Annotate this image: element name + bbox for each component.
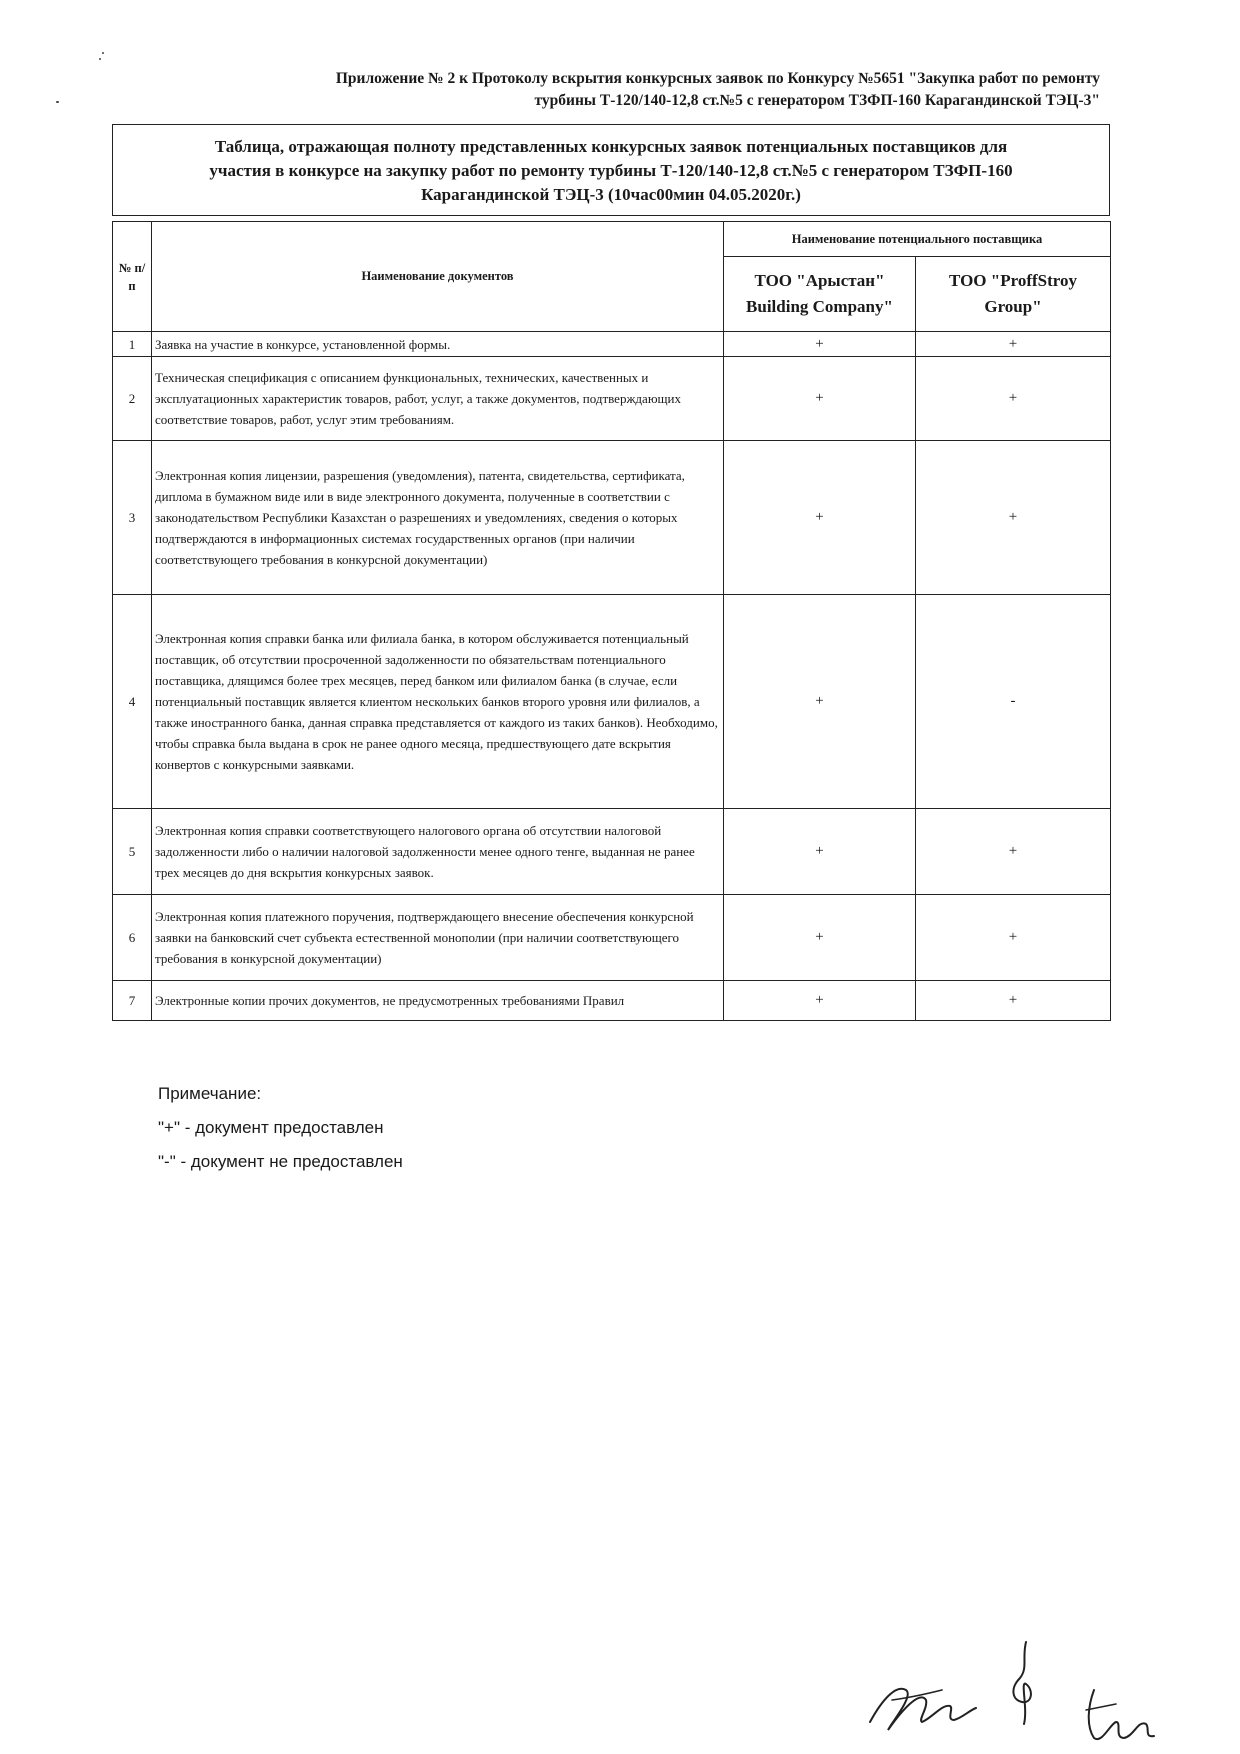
row-num: 2 bbox=[113, 357, 152, 441]
table-row bbox=[113, 357, 1111, 441]
row-doc: Электронная копия платежного поручения, подтверждающего внесение обеспечения конкурсной заявки на банковский счет субъекта естественной монополии (при наличии соответствующего требования в конкурсной документации) bbox=[152, 895, 724, 981]
row-doc: Электронная копия лицензии, разрешения (уведомления), патента, свидетельства, сертификата, диплома в бумажном виде или в виде электронного документа, полученные в соответствии с законодательством Республики Казахстан о разрешениях и уведомлениях, сведения о которых подтверждаются в информационных системах государственных органов (при наличии соответствующего требования в конкурсной документации) bbox=[152, 441, 724, 595]
appendix-header bbox=[170, 68, 1100, 112]
appendix-header-line1: Приложение № 2 к Протоколу вскрытия конкурсных заявок по Конкурсу №5651 "Закупка работ по ремонту bbox=[335, 70, 1100, 87]
table-row bbox=[113, 441, 1111, 595]
row-mark-supplier1: + bbox=[724, 595, 916, 809]
notes-plus: "+" - документ предоставлен bbox=[158, 1118, 384, 1137]
row-num: 6 bbox=[113, 895, 152, 981]
table-row bbox=[113, 809, 1111, 895]
table-row bbox=[113, 332, 1111, 357]
row-doc: Электронная копия справки соответствующего налогового органа об отсутствии налоговой задолженности либо о наличии налоговой задолженности менее одного тенге, выданная не ранее трех месяцев до дня вскрытия конкурсных заявок. bbox=[152, 809, 724, 895]
row-num: 1 bbox=[113, 332, 152, 357]
col-header-supplier2: ТОО "ProffStroy Group" bbox=[916, 257, 1111, 332]
documents-table bbox=[112, 221, 1111, 1021]
row-mark-supplier2: + bbox=[916, 441, 1111, 595]
table-row bbox=[113, 981, 1111, 1021]
table-title-line1: Таблица, отражающая полноту представленных конкурсных заявок потенциальных поставщиков для bbox=[214, 137, 1008, 156]
col-header-num: № п/п bbox=[113, 222, 152, 332]
table-title-line2: участия в конкурсе на закупку работ по ремонту турбины Т-120/140-12,8 ст.№5 с генератором ТЗФП-160 bbox=[209, 161, 1013, 180]
scan-speck bbox=[99, 58, 101, 60]
row-mark-supplier1: + bbox=[724, 441, 916, 595]
table-title bbox=[113, 125, 1109, 216]
row-mark-supplier2: + bbox=[916, 332, 1111, 357]
scan-speck bbox=[56, 101, 59, 103]
row-mark-supplier2: + bbox=[916, 895, 1111, 981]
row-mark-supplier2: + bbox=[916, 809, 1111, 895]
row-num: 7 bbox=[113, 981, 152, 1021]
row-mark-supplier2: - bbox=[916, 595, 1111, 809]
row-mark-supplier2: + bbox=[916, 357, 1111, 441]
scan-speck bbox=[102, 52, 104, 54]
row-mark-supplier1: + bbox=[724, 809, 916, 895]
row-doc: Электронные копии прочих документов, не предусмотренных требованиями Правил bbox=[152, 981, 724, 1021]
appendix-header-line2: турбины Т-120/140-12,8 ст.№5 с генератором ТЗФП-160 Карагандинской ТЭЦ-3" bbox=[534, 92, 1100, 109]
signature-1 bbox=[862, 1660, 982, 1740]
notes-minus: "-" - документ не предоставлен bbox=[158, 1152, 403, 1171]
row-doc: Электронная копия справки банка или филиала банка, в котором обслуживается потенциальный поставщик, об отсутствии просроченной задолженности по обязательствам потенциального поставщика, длящимся более трех месяцев, перед банком или филиалом банка (в случае, если потенциальный поставщик является клиентом нескольких банков второго уровня или филиалов, а также иностранного банка, данная справка представляется от каждого из таких банков). Необходимо, чтобы справка была выдана в срок не ранее одного месяца, предшествующего дате вскрытия конвертов с конкурсными заявками. bbox=[152, 595, 724, 809]
col-header-supplier1: ТОО "Арыстан" Building Company" bbox=[724, 257, 916, 332]
table-title-line3: Карагандинской ТЭЦ-3 (10час00мин 04.05.2020г.) bbox=[421, 185, 801, 204]
col-header-doc: Наименование документов bbox=[152, 222, 724, 332]
signature-3 bbox=[1080, 1680, 1160, 1750]
signature-2 bbox=[1000, 1638, 1050, 1728]
notes-title: Примечание: bbox=[158, 1084, 262, 1103]
row-num: 3 bbox=[113, 441, 152, 595]
table-row bbox=[113, 895, 1111, 981]
row-mark-supplier1: + bbox=[724, 332, 916, 357]
table-row bbox=[113, 595, 1111, 809]
table-title-box bbox=[112, 124, 1110, 216]
col-header-suppliers: Наименование потенциального поставщика bbox=[724, 222, 1111, 257]
row-mark-supplier2: + bbox=[916, 981, 1111, 1021]
row-doc: Заявка на участие в конкурсе, установленной формы. bbox=[152, 332, 724, 357]
row-num: 4 bbox=[113, 595, 152, 809]
row-num: 5 bbox=[113, 809, 152, 895]
legend-notes bbox=[158, 1077, 403, 1179]
row-doc: Техническая спецификация с описанием функциональных, технических, качественных и эксплуатационных характеристик товаров, работ, услуг, а также документов, подтверждающих соответствие товаров, работ, услуг этим требованиям. bbox=[152, 357, 724, 441]
row-mark-supplier1: + bbox=[724, 981, 916, 1021]
row-mark-supplier1: + bbox=[724, 895, 916, 981]
row-mark-supplier1: + bbox=[724, 357, 916, 441]
